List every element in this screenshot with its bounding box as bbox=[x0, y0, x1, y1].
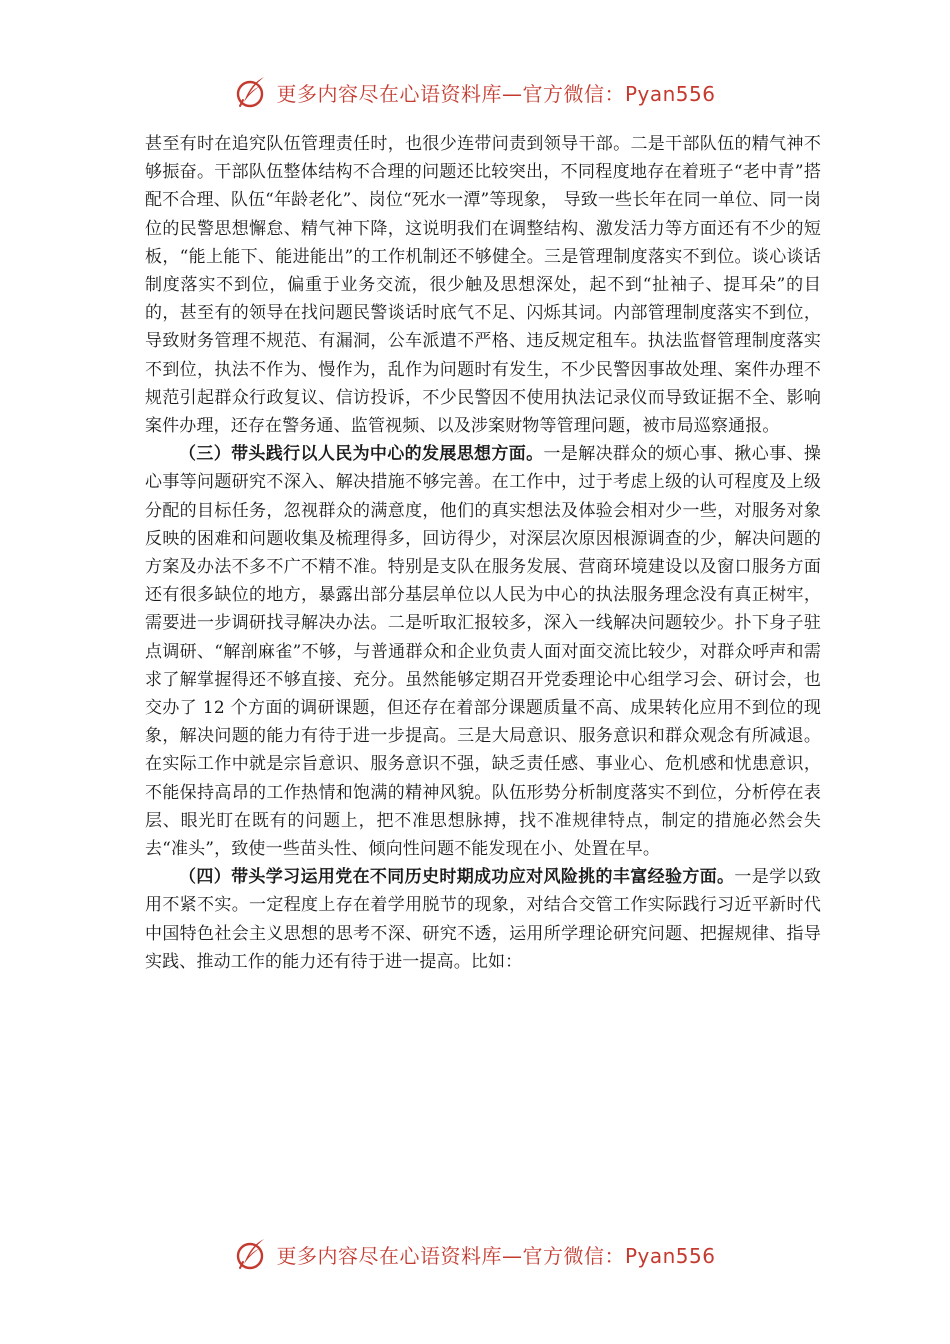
feather-pen-logo-icon bbox=[234, 1236, 270, 1272]
paragraph-2 bbox=[145, 440, 821, 863]
paragraph-2-text: 一是解决群众的烦心事、揪心事、操心事等问题研究不深入、解决措施不够完善。在工作中，过于考虑上级的认可程度及上级分配的目标任务，忽视群众的满意度，他们的真实想法及体验会相对少一些，对服务对象反映的困难和问题收集及梳理得多，回访得少，对深层次原因根源调查的少，解决问题的方案及办法不多不广不精不准。特别是支队在服务发展、营商环境建设以及窗口服务方面还有很多缺位的地方，暴露出部分基层单位以人民为中心的执法服务理念没有真正树牢，需要进一步调研找寻解决办法。二是听取汇报较多，深入一线解决问题较少。扑下身子驻点调研、“解剖麻雀”不够，与普通群众和企业负责人面对面交流比较少，对群众呼声和需求了解掌握得还不够直接、充分。虽然能够定期召开党委理论中心组学习会、研讨会，也交办了 12 个方面的调研课题，但还存在着部分课题质量不高、成果转化应用不到位的现象，解决问题的能力有待于进一步提高。三是大局意识、服务意识和群众观念有所减退。在实际工作中就是宗旨意识、服务意识不强，缺乏责任感、事业心、危机感和忧患意识，不能保持高昂的工作热情和饱满的精神风貌。队伍形势分析制度落实不到位，分析停在表层、眼光盯在既有的问题上，把不准思想脉搏，找不准规律特点，制定的措施必然会失去“准头”，致使一些苗头性、倾向性问题不能发现在小、处置在早。 bbox=[145, 444, 821, 860]
document-body bbox=[145, 130, 821, 976]
paragraph-3-text: 一是学以致用不紧不实。一定程度上存在着学用脱节的现象，对结合交管工作实际践行习近平新时代中国特色社会主义思想的思考不深、研究不透，运用所学理论研究问题、把握规律、指导实践、推动工作的能力还有待于进一提高。比如： bbox=[145, 867, 821, 972]
paragraph-3 bbox=[145, 863, 821, 976]
header-banner bbox=[0, 72, 950, 112]
footer-banner-text: 更多内容尽在心语资料库—官方微信：Pyan556 bbox=[276, 1243, 716, 1268]
section-heading-4: （四）带头学习运用党在不同历史时期成功应对风险挑的丰富经验方面。 bbox=[179, 867, 735, 888]
footer-banner bbox=[0, 1234, 950, 1274]
section-heading-3: （三）带头践行以人民为中心的发展思想方面。 bbox=[179, 444, 544, 465]
paragraph-1: 甚至有时在追究队伍管理责任时，也很少连带问责到领导干部。二是干部队伍的精气神不够振奋。干部队伍整体结构不合理的问题还比较突出，不同程度地存在着班子“老中青”搭配不合理、队伍“年龄老化”、岗位“死水一潭”等现象， 导致一些长年在同一单位、同一岗位的民警思想懈怠、精气神下降，这说明我们在调整结构、激发活力等方面还有不少的短板，“能上能下、能进能出”的工作机制还不够健全。三是管理制度落实不到位。谈心谈话制度落实不到位，偏重于业务交流，很少触及思想深处，起不到“扯袖子、提耳朵”的目的，甚至有的领导在找问题民警谈话时底气不足、闪烁其词。内部管理制度落实不到位，导致财务管理不规范、有漏洞，公车派遣不严格、违反规定租车。执法监督管理制度落实不到位，执法不作为、慢作为，乱作为问题时有发生，不少民警因事故处理、案件办理不规范引起群众行政复议、信访投诉，不少民警因不使用执法记录仪而导致证据不全、影响案件办理，还存在警务通、监管视频、以及涉案财物等管理问题，被市局巡察通报。 bbox=[145, 134, 821, 437]
header-banner-text: 更多内容尽在心语资料库—官方微信：Pyan556 bbox=[276, 81, 716, 106]
feather-pen-logo-icon bbox=[234, 74, 270, 110]
